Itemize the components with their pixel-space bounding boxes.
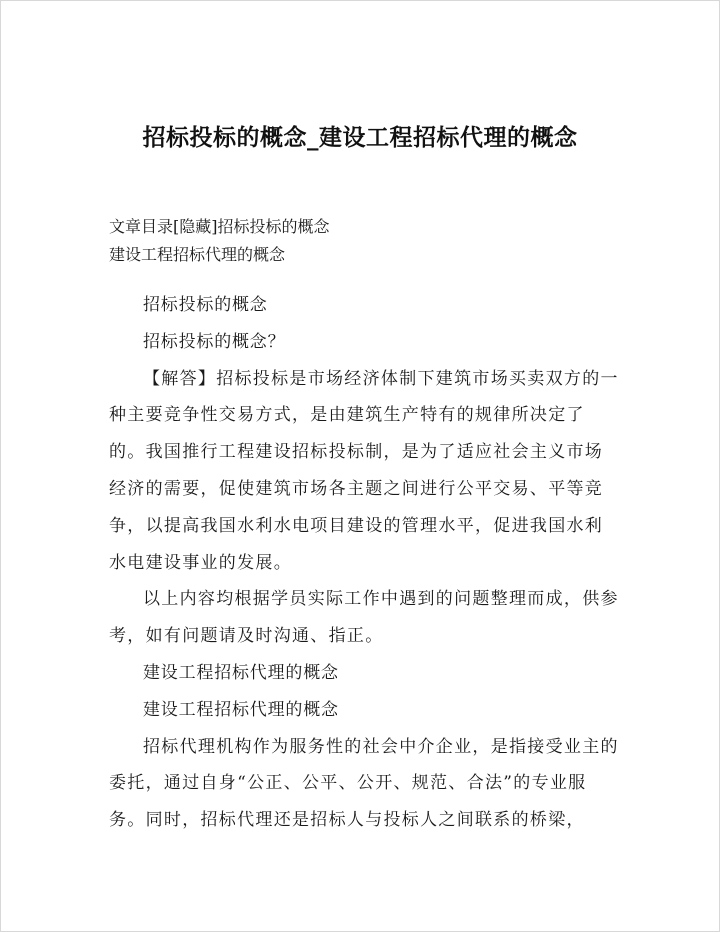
note-paragraph: 以上内容均根据学员实际工作中遇到的问题整理而成，供参考，如有问题请及时沟通、指正。 [109,589,619,647]
answer-paragraph: 【解答】招标投标是市场经济体制下建筑市场买卖双方的一种主要竞争性交易方式，是由建筑生产特有的规律所决定了的。我国推行工程建设招标投标制，是为了适应社会主义市场经济的需要，促使建筑市场各主题之间进行公平交易、平等竞争，以提高我国水利水电项目建设的管理水平，促进我国水利水电建设事业的发展。 [109,368,619,573]
document-title: 招标投标的概念_建设工程招标代理的概念 [142,125,578,151]
toc-line-1[interactable]: 文章目录[隐藏]招标投标的概念 [109,217,330,236]
subheading-agency-concept: 建设工程招标代理的概念 [143,699,339,720]
section-heading-bidding-concept: 招标投标的概念 [143,295,268,315]
agency-paragraph: 招标代理机构作为服务性的社会中介企业，是指接受业主的委托，通过自身“公正、公平、公开、规范、合法”的专业服务。同时，招标代理还是招标人与投标人之间联系的桥梁， [109,736,619,831]
toc-line-2[interactable]: 建设工程招标代理的概念 [109,245,286,264]
table-of-contents [109,213,619,269]
document-body [109,287,619,839]
section-heading-agency-concept: 建设工程招标代理的概念 [143,662,339,683]
question-text: 招标投标的概念？ [143,331,286,352]
